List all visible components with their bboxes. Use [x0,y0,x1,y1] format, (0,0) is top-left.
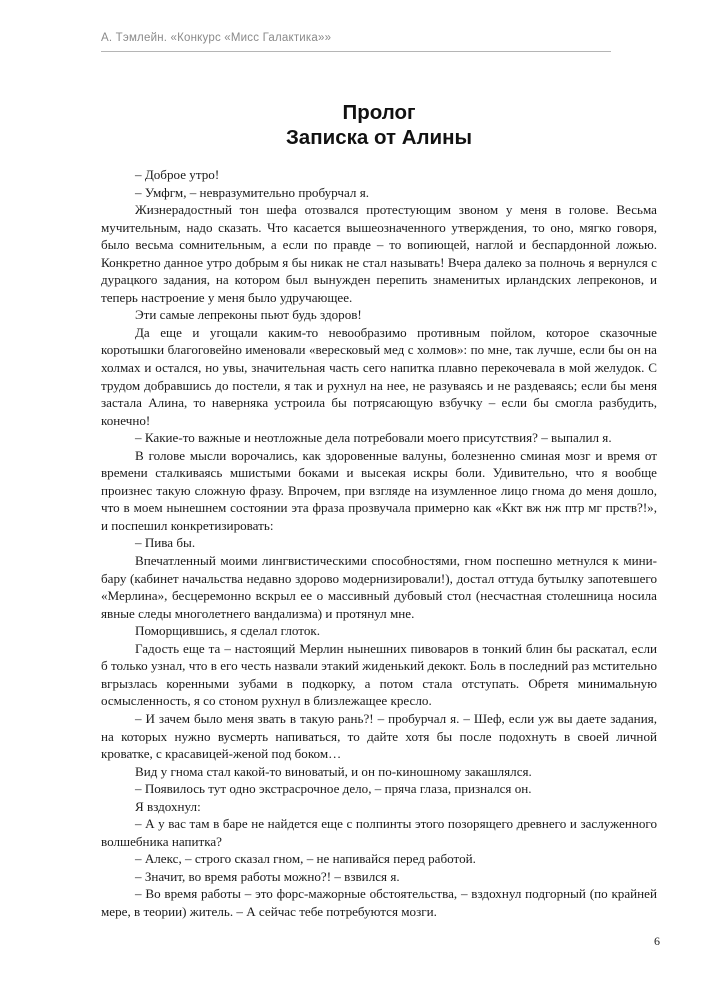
paragraph: Гадость еще та – настоящий Мерлин нынешних пивоваров в тонкий блин бы раскатал, если б только узнал, что в его честь назвали этакий жиденький декокт. Боль в последний раз мстительно вгрызлась коренными зубами в подкорку, а потом стала отступать. Обретя минимальную осмысленность, я со стоном рухнул в близлежащее кресло. [101,640,657,709]
paragraph: – Появилось тут одно экстрасрочное дело, – пряча глаза, признался он. [135,781,532,797]
chapter-body [101,166,657,921]
page-number: 6 [654,934,660,948]
paragraph: Да еще и угощали каким-то невообразимо противным пойлом, которое сказочные коротышки благоговейно именовали «вересковый мед с холмов»: по мне, так лучше, если бы он на холмах и остался, но увы, значительная часть сего напитка плавно перекочевала в мой желудок. С трудом добравшись до постели, я так и рухнул на нее, не разуваясь и не раздеваясь; если бы меня застала Алина, то наверняка устроила бы потрясающую взбучку – если бы смогла разбудить, конечно! [101,324,657,428]
chapter-title-line-1: Пролог [342,101,416,124]
paragraph: – Алекс, – строго сказал гном, – не напивайся перед работой. [135,851,476,867]
paragraph: – А у вас там в баре не найдется еще с полпинты этого позорящего древнего и заслуженного волшебника напитка? [101,816,657,849]
chapter-title-line-2: Записка от Алины [285,126,473,149]
paragraph: – И зачем было меня звать в такую рань?! – пробурчал я. – Шеф, если уж вы даете задания, на которых нужно вусмерть напиваться, то дайте хотя бы после подохнуть в своей личной кроватке, с красавицей-женой под боком… [101,710,657,762]
paragraph: – Доброе утро! [135,167,220,182]
paragraph: – Значит, во время работы можно?! – взвился я. [135,868,400,884]
chapter-title [101,100,657,150]
paragraph: Поморщившись, я сделал глоток. [135,623,321,639]
paragraph: Я вздохнул: [135,798,201,814]
paragraph: – Умфгм, – невразумительно пробурчал я. [135,184,369,200]
paragraph: Жизнерадостный тон шефа отозвался протестующим звоном у меня в голове. Весьма мучительным, надо сказать. Что касается вышеозначенного утверждения, то оно, мягко говоря, было весьма сомнительным, а если по правде – то вопиющей, наглой и беспардонной ложью. Конкретно данное утро добрым я бы никак не стал называть! Вчера далеко за полночь я вернулся с дурацкого задания, на котором был вынужден перепить знаменитых ирландских лепреконов, и теперь настроение у меня было удручающее. [101,202,657,305]
paragraph: Впечатленный моими лингвистическими способностями, гном поспешно метнулся к мини-бару (кабинет начальства недавно здорово модернизировали!), достал оттуда бутылку запотевшего «Мерлина», бесцеремонно вскрыл ее о массивный дубовый стол (несчастная столешница носила явные следы многолетнего вандализма) и протянул мне. [101,553,657,621]
paragraph: В голове мысли ворочались, как здоровенные валуны, болезненно сминая мозг и время от времени сталкиваясь мшистыми боками и высекая искры боли. Удивительно, что я вообще произнес такую сложную фразу. Впрочем, при взгляде на изумленное лицо гнома до меня дошло, что в моем нынешнем состоянии эта фраза прозвучала примерно как «Ккт вж нж птр мг прств?!», и поспешил конкретизировать: [101,447,657,533]
paragraph: – Пива бы. [135,535,196,551]
paragraph: – Какие-то важные и неотложные дела потребовали моего присутствия? – выпалил я. [135,430,612,446]
paragraph: – Во время работы – это форс-мажорные обстоятельства, – вздохнул подгорный (по крайней мере, в теории) житель. – А сейчас тебе потребуются мозги. [101,886,657,919]
header-divider [101,51,611,52]
paragraph: Вид у гнома стал какой-то виноватый, и он по-киношному закашлялся. [135,763,532,779]
paragraph: Эти самые лепреконы пьют будь здоров! [135,307,362,323]
running-header: А. Тэмлейн. «Конкурс «Мисс Галактика»» [101,32,332,44]
